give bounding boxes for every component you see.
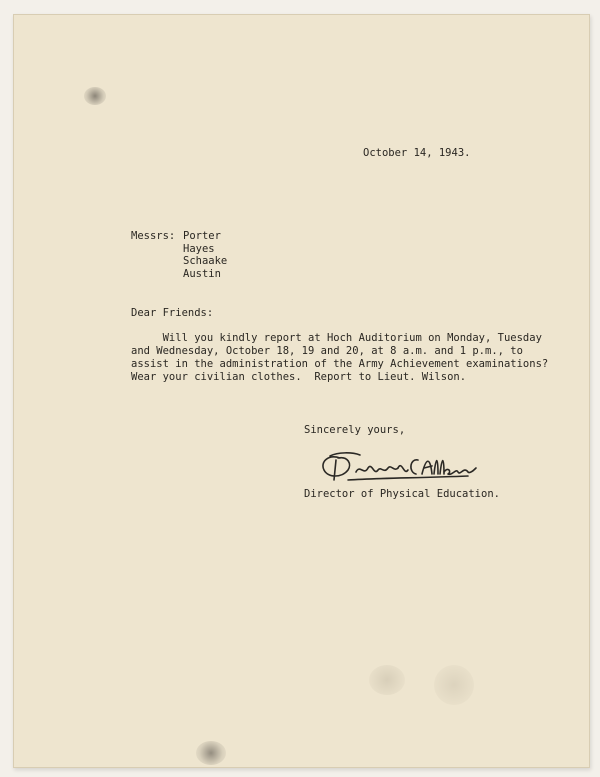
- body-line: Will you kindly report at Hoch Auditorium on Monday, Tuesday: [131, 332, 542, 344]
- messrs-label: Messrs:: [131, 230, 176, 242]
- ink-smudge: [196, 741, 226, 765]
- body-line: assist in the administration of the Army Achievement examinations?: [131, 358, 549, 370]
- letter-paper: [13, 14, 590, 768]
- stain-mark: [369, 665, 405, 695]
- body-line: and Wednesday, October 18, 19 and 20, at 8 a.m. and 1 p.m., to: [131, 345, 523, 357]
- signer-title: Director of Physical Education.: [304, 488, 500, 500]
- salutation: Dear Friends:: [131, 307, 214, 319]
- body-line: Wear your civilian clothes. Report to Lieut. Wilson.: [131, 371, 467, 383]
- recipient-name: Porter: [183, 230, 221, 242]
- letter-body: [131, 332, 548, 384]
- letter-date: October 14, 1943.: [363, 147, 471, 159]
- recipient-list: [183, 230, 227, 280]
- closing: Sincerely yours,: [304, 424, 406, 436]
- recipient-name: Hayes: [183, 242, 215, 255]
- recipient-name: Austin: [183, 267, 221, 280]
- handwritten-signature: [318, 446, 478, 488]
- recipient-name: Schaake: [183, 255, 228, 267]
- stain-mark: [434, 665, 474, 705]
- ink-smudge: [84, 87, 106, 105]
